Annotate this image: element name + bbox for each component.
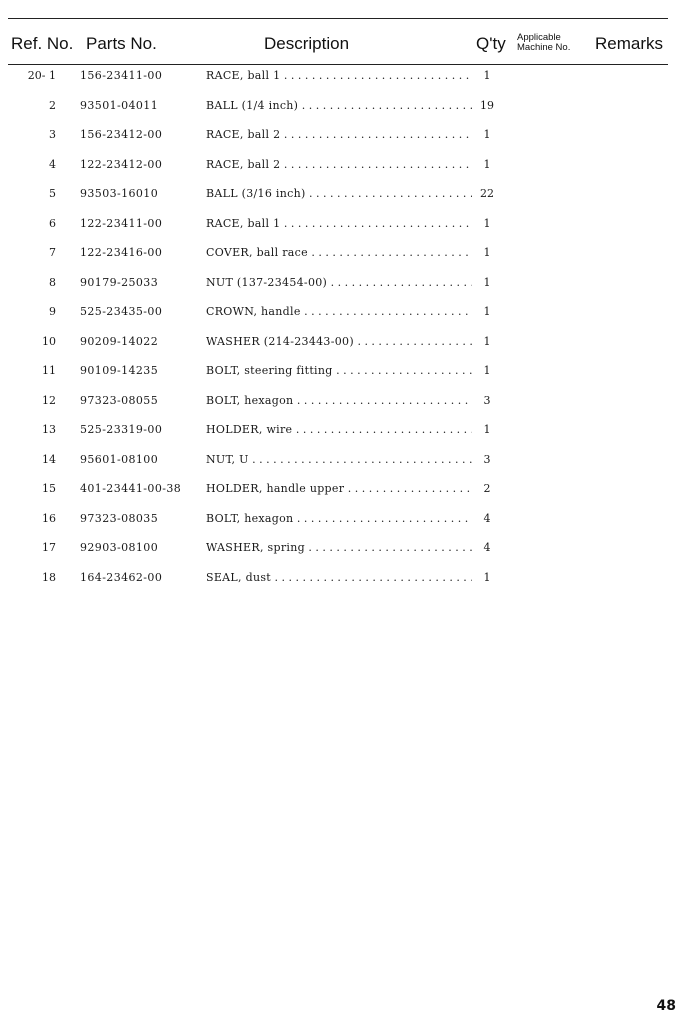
header-remarks: Remarks xyxy=(595,34,664,53)
part-no-cell: 122-23411-00 xyxy=(80,216,163,230)
description-cell: BOLT, hexagon . . . xyxy=(206,394,472,407)
table-row xyxy=(0,214,686,244)
ref-no-cell: 14 xyxy=(42,452,56,466)
table-row xyxy=(0,479,686,509)
table-row xyxy=(0,450,686,480)
part-no-cell: 97323-08035 xyxy=(80,511,159,525)
part-no-cell: 93503-16010 xyxy=(80,187,159,200)
qty-cell: 1 xyxy=(483,275,491,289)
description-cell: CROWN, handle . . . xyxy=(206,305,472,318)
description-cell: RACE, ball 1 . . . xyxy=(206,69,472,82)
qty-cell: 1 xyxy=(483,334,491,348)
description-cell: WASHER (214-23443-00) . . . xyxy=(206,335,472,348)
part-no-cell: 156-23412-00 xyxy=(80,128,163,141)
header-qty: Q'ty xyxy=(476,34,506,53)
table-row xyxy=(0,332,686,362)
table-row xyxy=(0,361,686,391)
ref-no-cell: 10 xyxy=(42,334,56,348)
description-cell: BOLT, hexagon . . . xyxy=(206,512,472,525)
description-cell: HOLDER, wire . . . xyxy=(206,423,472,436)
header-applicable-machine-no xyxy=(517,33,570,53)
description-cell: NUT (137-23454-00) . . . xyxy=(206,276,472,289)
table-row xyxy=(0,420,686,450)
part-no-cell: 525-23319-00 xyxy=(80,423,163,436)
ref-no-cell: 5 xyxy=(49,187,56,200)
description-cell: NUT, U . . . xyxy=(206,453,472,466)
header-ref-no: Ref. No. xyxy=(11,34,74,53)
qty-cell: 2 xyxy=(483,482,491,495)
part-no-cell: 401-23441-00-38 xyxy=(80,482,182,495)
ref-no-cell: 11 xyxy=(42,364,56,377)
table-row xyxy=(0,96,686,126)
qty-cell: 1 xyxy=(483,305,491,318)
ref-no-cell: 4 xyxy=(49,157,56,171)
ref-no-cell: 7 xyxy=(49,246,56,259)
part-no-cell: 93501-04011 xyxy=(80,98,159,112)
header-description: Description xyxy=(264,34,350,53)
description-cell: SEAL, dust . . . xyxy=(206,571,472,584)
header-applicable-line1: Applicable xyxy=(517,32,561,43)
table-row xyxy=(0,273,686,303)
header-rule xyxy=(8,64,668,65)
description-cell: RACE, ball 2 . . . xyxy=(206,158,472,171)
part-no-cell: 90179-25033 xyxy=(80,275,159,289)
qty-cell: 1 xyxy=(483,570,491,584)
ref-no-cell: 8 xyxy=(49,275,56,289)
ref-no-cell: 6 xyxy=(49,216,56,230)
part-no-cell: 164-23462-00 xyxy=(80,570,163,584)
table-row xyxy=(0,568,686,598)
ref-no-cell: 17 xyxy=(42,541,56,554)
qty-cell: 1 xyxy=(483,246,491,259)
qty-cell: 1 xyxy=(483,69,491,82)
part-no-cell: 525-23435-00 xyxy=(80,305,163,318)
description-cell: BALL (1/4 inch) . . . xyxy=(206,99,472,112)
table-row xyxy=(0,66,686,96)
part-no-cell: 95601-08100 xyxy=(80,452,159,466)
ref-no-cell: 13 xyxy=(42,423,56,436)
description-cell: WASHER, spring . . . xyxy=(206,541,472,554)
table-row xyxy=(0,243,686,273)
page-number: 48 xyxy=(656,998,676,1014)
qty-cell: 19 xyxy=(480,98,494,112)
description-cell: BOLT, steering fitting . . . xyxy=(206,364,472,377)
table-row xyxy=(0,125,686,155)
qty-cell: 22 xyxy=(480,187,494,200)
header-applicable-line2: Machine No. xyxy=(517,42,571,53)
ref-no-cell: 15 xyxy=(42,482,56,495)
qty-cell: 1 xyxy=(483,128,491,141)
description-cell: COVER, ball race . . . xyxy=(206,246,472,259)
part-no-cell: 90209-14022 xyxy=(80,334,159,348)
table-row xyxy=(0,538,686,568)
qty-cell: 4 xyxy=(483,511,491,525)
ref-no-cell: 20- 1 xyxy=(27,69,56,82)
part-no-cell: 122-23416-00 xyxy=(80,246,163,259)
qty-cell: 1 xyxy=(483,423,491,436)
description-cell: HOLDER, handle upper . . . xyxy=(206,482,472,495)
ref-no-cell: 18 xyxy=(42,570,56,584)
part-no-cell: 97323-08055 xyxy=(80,393,159,407)
qty-cell: 3 xyxy=(483,452,491,466)
description-cell: RACE, ball 2 . . . xyxy=(206,128,472,141)
part-no-cell: 156-23411-00 xyxy=(80,69,163,82)
ref-no-cell: 9 xyxy=(49,305,56,318)
table-row xyxy=(0,391,686,421)
description-cell: RACE, ball 1 . . . xyxy=(206,217,472,230)
parts-table-body xyxy=(0,66,686,597)
qty-cell: 1 xyxy=(483,364,491,377)
part-no-cell: 90109-14235 xyxy=(80,364,159,377)
table-row xyxy=(0,509,686,539)
ref-no-cell: 16 xyxy=(42,511,56,525)
qty-cell: 3 xyxy=(483,393,491,407)
table-row xyxy=(0,155,686,185)
qty-cell: 1 xyxy=(483,157,491,171)
header-parts-no: Parts No. xyxy=(86,34,157,53)
ref-no-cell: 2 xyxy=(49,98,56,112)
top-rule xyxy=(8,18,668,19)
part-no-cell: 92903-08100 xyxy=(80,541,159,554)
part-no-cell: 122-23412-00 xyxy=(80,157,163,171)
qty-cell: 1 xyxy=(483,216,491,230)
qty-cell: 4 xyxy=(483,541,491,554)
table-row xyxy=(0,184,686,214)
ref-no-cell: 12 xyxy=(42,393,56,407)
description-cell: BALL (3/16 inch) . . . xyxy=(206,187,472,200)
table-row xyxy=(0,302,686,332)
ref-no-cell: 3 xyxy=(49,128,56,141)
